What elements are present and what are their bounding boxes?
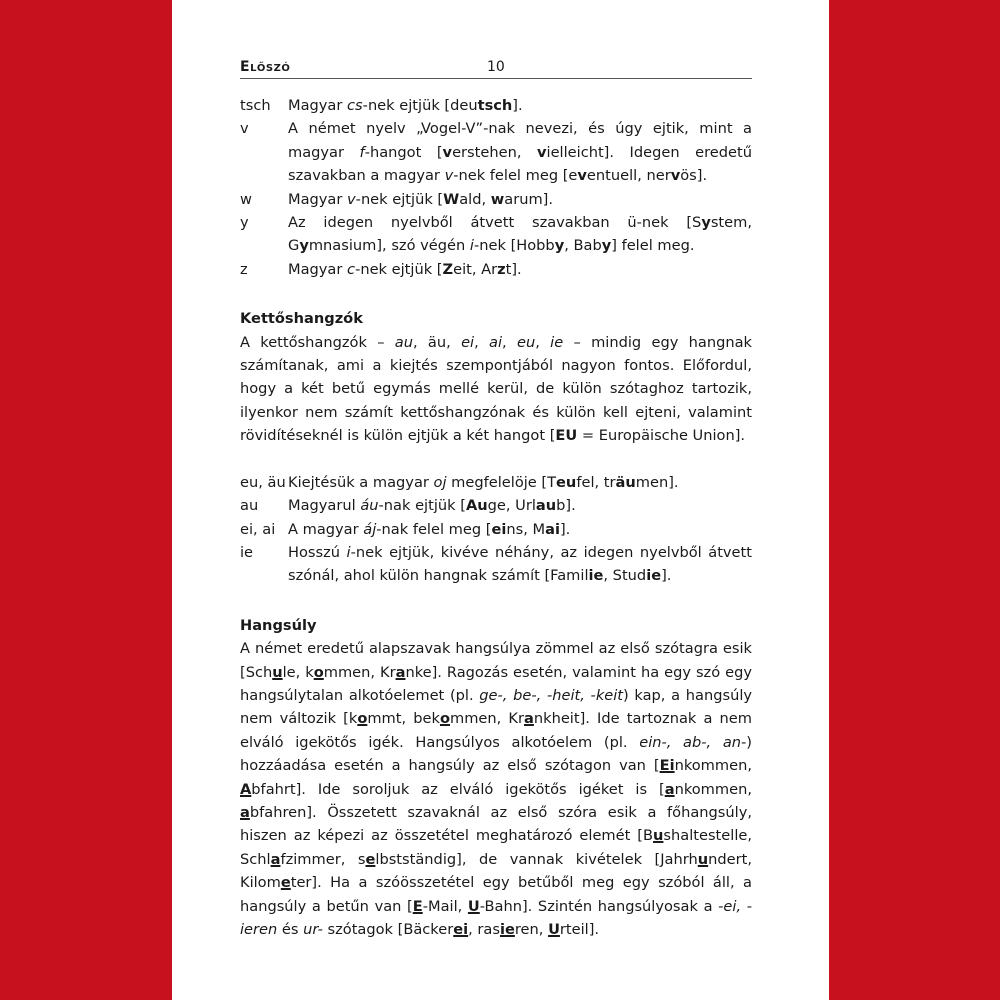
letter-description: Magyar v-nek ejtjük [Wald, warum]. (288, 190, 553, 208)
letter-label: ie (240, 543, 254, 561)
letter-description: Az idegen nyelvből átvett szavakban ü-nek [System, Gymnasium], szó végén i-nek [Hobby, Baby] felel meg. (288, 214, 752, 255)
letter-description: Magyar c-nek ejtjük [Zeit, Arzt]. (288, 260, 522, 278)
letter-description: A német nyelv „Vogel-V”-nak nevezi, és úgy ejtik, mint a magyar f-hangot [verstehen, vielleicht]. Idegen eredetű szavakban a magyar v-nek felel meg [eventuell, nervös]. (288, 120, 752, 185)
list-item (240, 211, 752, 258)
letter-label: y (240, 214, 249, 232)
letter-description: Magyarul áu-nak ejtjük [Auge, Urlaub]. (288, 497, 576, 515)
list-item (240, 94, 752, 117)
letter-label: z (240, 260, 248, 278)
list-item (240, 117, 752, 187)
list-item (240, 258, 752, 281)
diphthongs-intro: A kettőshangzók – au, äu, ei, ai, eu, ie – mindig egy hangnak számítanak, ami a kiejtés szempontjából nagyon fontos. Előfordul, hogy a két betű egymás mellé kerül, de külön szótaghoz tartozik, ilyenkor nem számít kettőshangzónak és külön kell ejteni, valamint rövidítéseknél is külön ejtjük a két hangot [EU = Europäische Union]. (240, 333, 753, 445)
section-heading-diphthongs: Kettőshangzók (240, 310, 363, 328)
letter-label: tsch (240, 97, 271, 114)
list-item (240, 541, 752, 588)
letter-label: eu, äu (240, 473, 286, 491)
section-heading-stress: Hangsúly (240, 616, 317, 634)
letter-description: Kiejtésük a magyar oj megfelelöje [Teufel, träumen]. (288, 473, 679, 491)
list-item (240, 518, 752, 541)
letter-label: au (240, 497, 259, 515)
section-title: Előszó (240, 59, 291, 75)
letter-label: v (240, 120, 249, 138)
list-item (240, 471, 752, 494)
list-item (240, 188, 752, 211)
letter-description: A magyar áj-nak felel meg [eins, Mai]. (288, 520, 571, 538)
book-page (172, 0, 829, 1000)
stress-paragraph: A német eredetű alapszavak hangsúlya zömmel az első szótagra esik [Schule, kommen, Kranke]. Ragozás esetén, valamint ha egy szó egy hangsúlytalan alkotóelemet (pl. ge-, be-, -heit, -keit) kap, a hangsúly nem változik [kommt, bekommen, Krankheit]. Ide tartoznak a nem elváló igekötős igék. Hangsúlyos alkotóelem (pl. ein-, ab-, an-) hozzáadása esetén a hangsúly az első szótagon van [Einkommen, Abfahrt]. Ide soroljuk az elváló igekötős igéket is [ankommen, abfahren]. Összetett szavaknál az első szóra esik a főhangsúly, hiszen az képezi az összetétel meghatározó elemét [Bushaltestelle, Schlafzimmer, selbstständig], de vannak kivételek [Jahrhundert, Kilometer]. Ha a szóösszetétel egy betűből meg egy szóból áll, a hangsúly a betűn van [E-Mail, U-Bahn]. Szintén hangsúlyosak a -ei, -ieren és ur- szótagok [Bäckerei, rasieren, Urteil]. (240, 640, 753, 938)
list-item (240, 494, 752, 517)
page-number: 10 (487, 59, 505, 75)
letter-label: ei, ai (240, 520, 276, 538)
running-header (240, 56, 752, 79)
letter-description: Magyar cs-nek ejtjük [deutsch]. (288, 97, 523, 114)
letter-label: w (240, 190, 252, 208)
letter-description: Hosszú i-nek ejtjük, kivéve néhány, az idegen nyelvből átvett szónál, ahol külön hangnak számít [Familie, Studie]. (288, 543, 752, 585)
page-content (240, 94, 752, 941)
